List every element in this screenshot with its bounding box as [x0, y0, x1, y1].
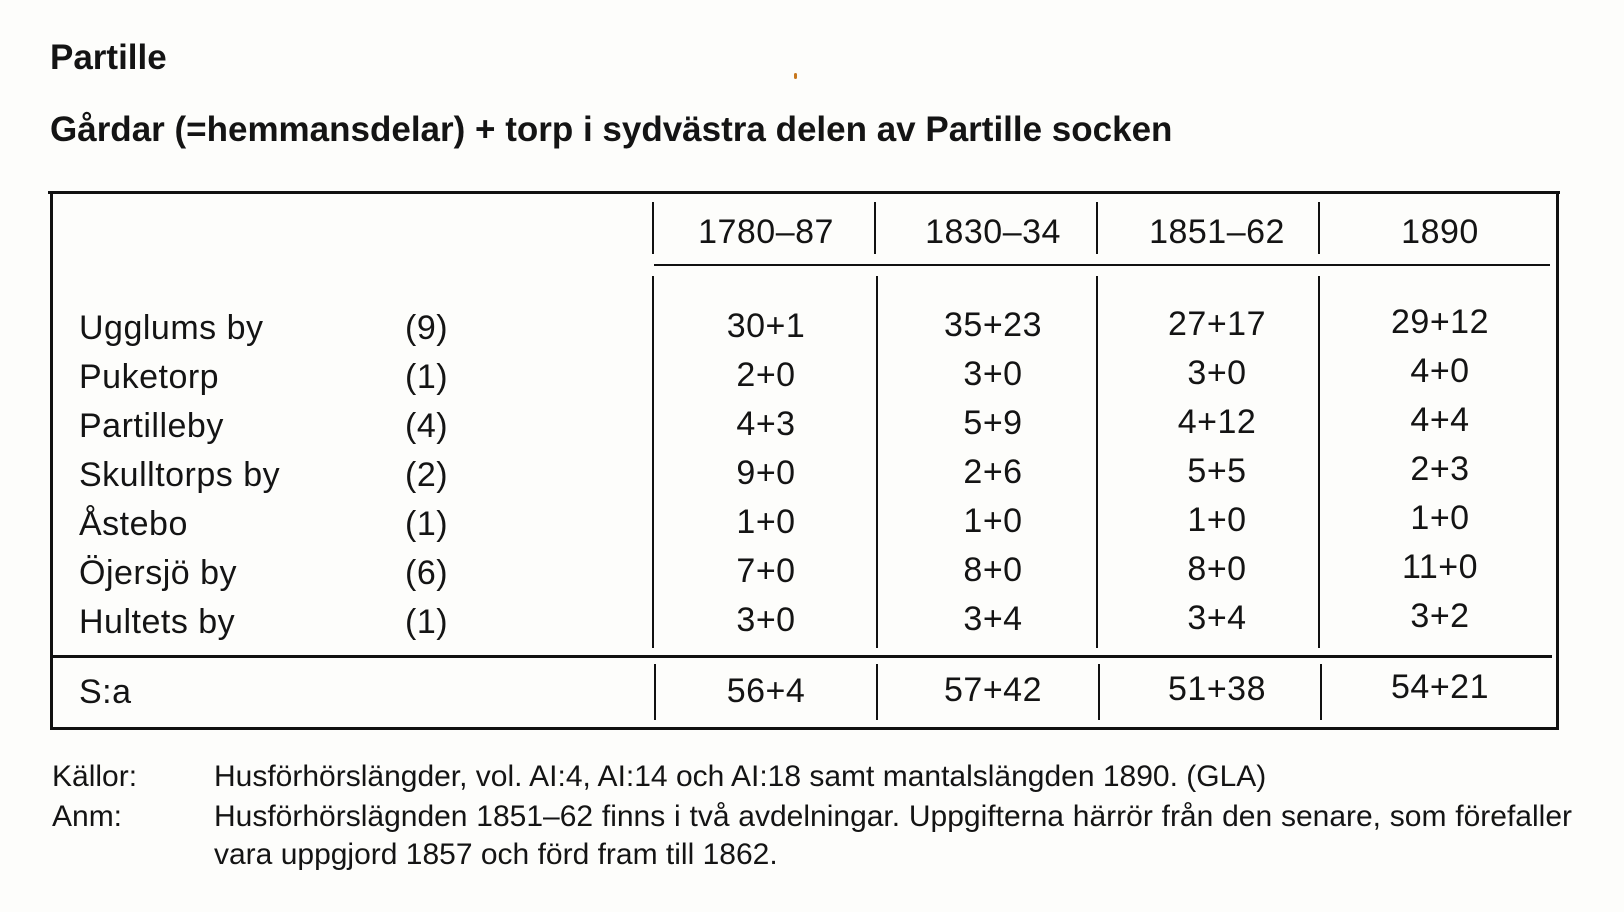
table-cell: 4+12: [1177, 403, 1257, 441]
total-cell: 51+38: [1168, 670, 1266, 708]
table-cell: 8+0: [1187, 550, 1247, 588]
table-top-rule: [48, 191, 1560, 194]
table-cell: 27+17: [1168, 305, 1266, 343]
row-name: Åstebo: [79, 505, 188, 543]
table-cell: 2+3: [1410, 450, 1470, 488]
table-cell: 35+23: [944, 306, 1042, 344]
table-cell: 1+0: [1187, 501, 1247, 539]
table-cell: 5+5: [1187, 452, 1247, 490]
table-cell: 9+0: [736, 454, 796, 492]
row-count: (1): [405, 358, 449, 396]
row-name: Hultets by: [79, 603, 236, 641]
row-count: (4): [405, 407, 449, 445]
row-count: (2): [405, 456, 449, 494]
table-cell: 1+0: [1410, 499, 1470, 537]
header-underline: [654, 264, 1550, 266]
table-caption: Gårdar (=hemmansdelar) + torp i sydvästra delen av Partille socken: [50, 110, 1173, 149]
row-name: Puketorp: [79, 358, 220, 396]
table-cell: 4+3: [736, 405, 796, 443]
row-count: (6): [405, 554, 449, 592]
sources-note: [52, 758, 1572, 796]
remark-text: Husförhörslägnden 1851–62 finns i två avdelningar. Uppgifterna härrör från den senare, som förefaller vara uppgjord 1857 och förd fram till 1862.: [214, 800, 1572, 871]
column-header: 1780–87: [698, 213, 834, 251]
table-cell: 29+12: [1391, 303, 1489, 341]
page-title: Partille: [50, 38, 167, 77]
total-cell: 57+42: [944, 671, 1042, 709]
table-cell: 7+0: [736, 552, 796, 590]
remark-label: Anm:: [52, 800, 123, 833]
total-label: S:a: [79, 673, 132, 711]
footnotes: [52, 758, 1572, 874]
table-bottom-rule: [50, 727, 1558, 730]
table-cell: 2+6: [963, 453, 1023, 491]
table-cell: 3+4: [963, 600, 1023, 638]
table-cell: 5+9: [963, 404, 1023, 442]
table-left-border: [50, 192, 53, 730]
table-cell: 11+0: [1401, 548, 1479, 586]
row-name: Öjersjö by: [79, 554, 238, 592]
table-cell: 3+0: [963, 355, 1023, 393]
table-cell: 3+0: [736, 601, 796, 639]
table-cell: 8+0: [963, 551, 1023, 589]
table-right-border: [1556, 192, 1559, 730]
table-cell: 4+0: [1410, 352, 1470, 390]
table-cell: 30+1: [726, 307, 806, 345]
row-name: Partilleby: [79, 407, 224, 445]
total-separator: [52, 655, 1552, 658]
row-name: Ugglums by: [79, 309, 264, 347]
remark-note: [52, 798, 1572, 874]
column-header: 1830–34: [925, 213, 1061, 251]
total-cell: 54+21: [1391, 668, 1489, 706]
table-cell: 4+4: [1410, 401, 1470, 439]
table-cell: 1+0: [963, 502, 1023, 540]
column-header: 1851–62: [1149, 213, 1285, 251]
table-cell: 3+0: [1187, 354, 1247, 392]
sources-label: Källor:: [52, 760, 138, 793]
table-cell: 3+2: [1410, 597, 1470, 635]
table-cell: 1+0: [736, 503, 796, 541]
total-cell: 56+4: [726, 672, 806, 710]
row-name: Skulltorps by: [79, 456, 281, 494]
column-header: 1890: [1401, 213, 1479, 251]
row-count: (1): [405, 505, 449, 543]
row-count: (1): [405, 603, 449, 641]
table-cell: 2+0: [736, 356, 796, 394]
sources-text: Husförhörslängder, vol. AI:4, AI:14 och AI:18 samt mantalslängden 1890. (GLA): [214, 760, 1267, 793]
table-cell: 3+4: [1187, 599, 1247, 637]
row-count: (9): [405, 309, 449, 347]
